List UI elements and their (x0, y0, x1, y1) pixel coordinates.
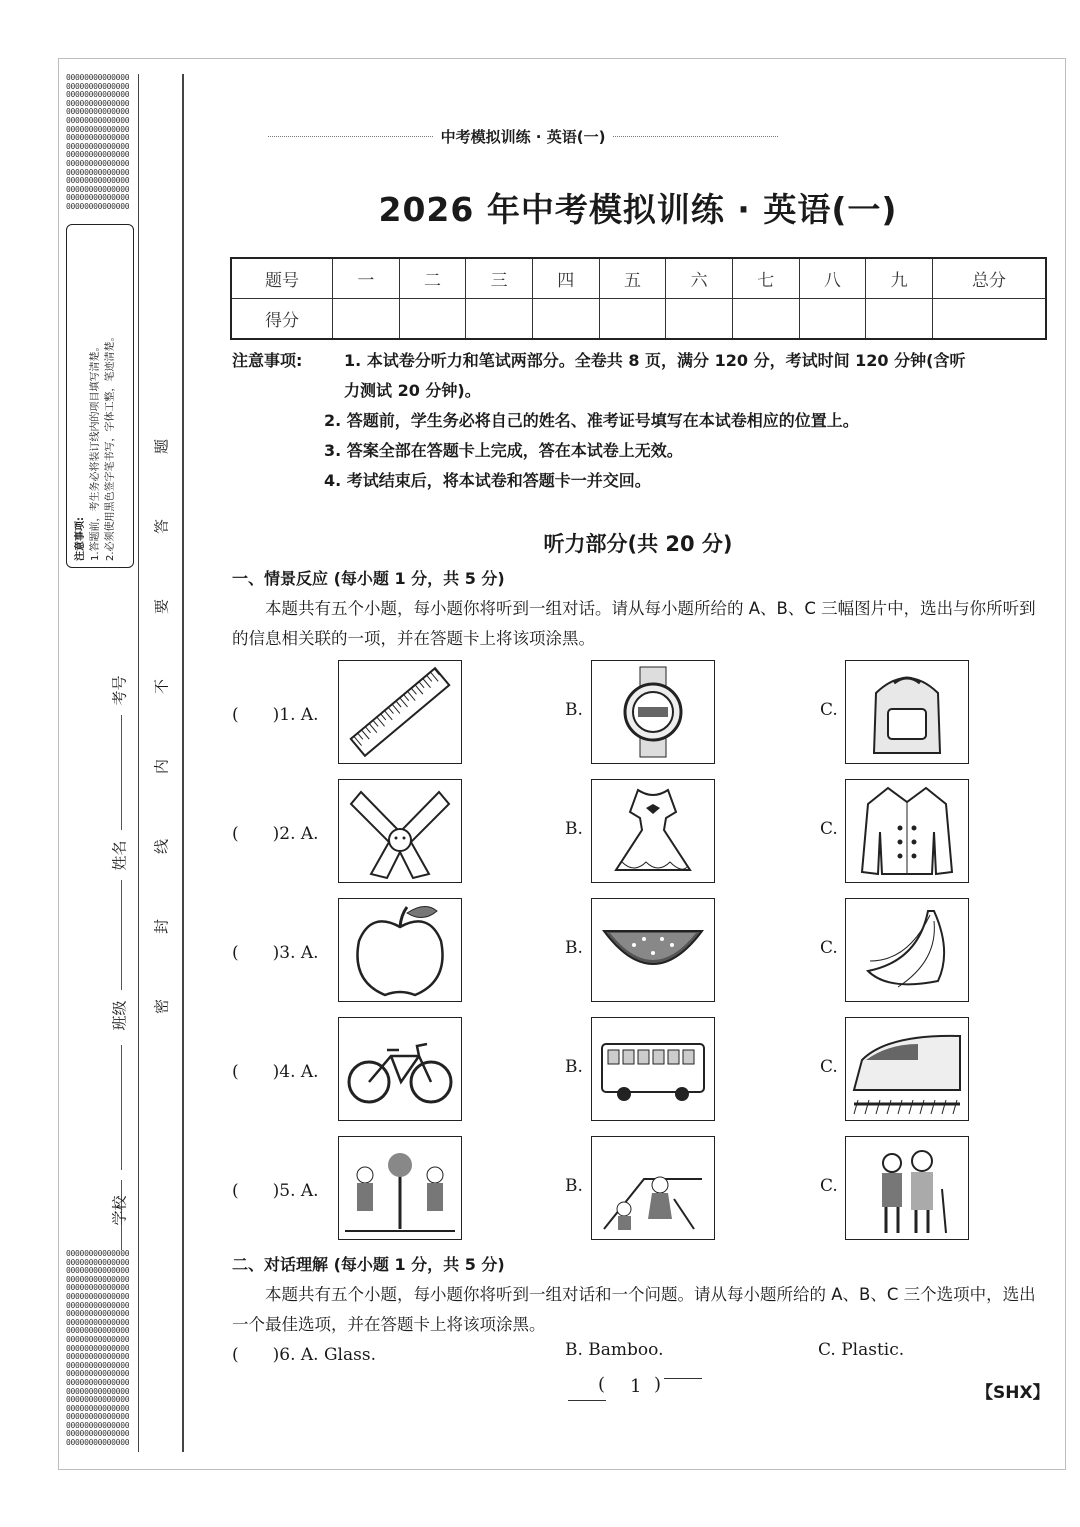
apple-icon (341, 901, 459, 999)
part1-heading: 一、情景反应 (每小题 1 分，共 5 分) (232, 569, 505, 588)
table-cell: 题号 (231, 258, 333, 299)
score-table-score-row (231, 299, 1046, 340)
score-input-cell[interactable] (333, 299, 400, 340)
table-cell: 四 (532, 258, 599, 299)
question-6-option-a[interactable]: ( )6. A. Glass. (232, 1345, 376, 1365)
score-input-cell[interactable] (532, 299, 599, 340)
seal-char: 题 (152, 439, 171, 455)
table-cell: 六 (666, 258, 733, 299)
watermelon-icon (594, 901, 712, 999)
note-1: 1. 本试卷分听力和笔试两部分。全卷共 8 页，满分 120 分，考试时间 120 分钟(含听 (344, 351, 966, 370)
option-b-label: B. (565, 1057, 583, 1077)
question-6-option-b[interactable]: B. Bamboo. (565, 1340, 664, 1360)
page-number-value: 1 (630, 1376, 642, 1397)
bicycle-icon (341, 1020, 459, 1118)
seal-char: 封 (152, 919, 171, 935)
bus-icon (594, 1020, 712, 1118)
question-2-label[interactable]: ( )2. A. (232, 824, 319, 844)
note-1-continued: 力测试 20 分钟)。 (344, 381, 481, 400)
bicycle-picture[interactable] (338, 1017, 462, 1121)
question-3-label[interactable]: ( )3. A. (232, 943, 319, 963)
cleaning-icon (594, 1139, 712, 1237)
watermelon-picture[interactable] (591, 898, 715, 1002)
planting-trees-picture[interactable] (338, 1136, 462, 1240)
note-2: 2. 答题前，学生务必将自己的姓名、准考证号填写在本试卷相应的位置上。 (324, 411, 859, 430)
helping-elderly-picture[interactable] (845, 1136, 969, 1240)
binding-notice-line1: 1.答题前，考生务必将装订线内的项目填写清楚。 (90, 341, 101, 561)
watch-picture[interactable] (591, 660, 715, 764)
helping-elderly-icon (848, 1139, 966, 1237)
option-b-label: B. (565, 819, 583, 839)
binding-notice-box (66, 224, 134, 568)
seal-char: 线 (152, 839, 171, 855)
question-6-option-c[interactable]: C. Plastic. (818, 1340, 905, 1360)
exam-number-field-line (121, 715, 122, 830)
score-input-cell[interactable] (399, 299, 466, 340)
part1-instructions: 本题共有五个小题，每小题你将听到一组对话。请从每小题所给的 A、B、C 三幅图片中，选出与你所听到的信息相关联的一项，并在答题卡上将该项涂黑。 (232, 599, 1036, 648)
seal-char: 内 (152, 759, 171, 775)
option-c-label: C. (820, 819, 838, 839)
option-c-label: C. (820, 1176, 838, 1196)
binding-notice-title: 注意事项: (75, 517, 86, 561)
question-1-label[interactable]: ( )1. A. (232, 705, 319, 725)
scarf-icon (341, 782, 459, 880)
part2-instructions: 本题共有五个小题，每小题你将听到一组对话和一个问题。请从每小题所给的 A、B、C 三个选项中，选出一个最佳选项，并在答题卡上将该项涂黑。 (232, 1285, 1036, 1334)
score-input-cell[interactable] (933, 299, 1047, 340)
exam-number-label: 考号 (110, 675, 129, 706)
page-title: 2026 年中考模拟训练 · 英语(一) (378, 190, 898, 229)
class-field-line (121, 1045, 122, 1170)
cleaning-picture[interactable] (591, 1136, 715, 1240)
dress-icon (594, 782, 712, 880)
question-4-label[interactable]: ( )4. A. (232, 1062, 319, 1082)
option-b-label: B. (565, 700, 583, 720)
option-c-label: C. (820, 938, 838, 958)
paper-code: 【SHX】 (976, 1383, 1050, 1403)
table-cell: 九 (866, 258, 933, 299)
binding-line (182, 74, 184, 1452)
score-input-cell[interactable] (866, 299, 933, 340)
banana-picture[interactable] (845, 898, 969, 1002)
school-label: 学校 (110, 1195, 129, 1226)
seal-char: 答 (152, 519, 171, 535)
backpack-icon (848, 663, 966, 761)
train-icon (848, 1020, 966, 1118)
coat-icon (848, 782, 966, 880)
coat-picture[interactable] (845, 779, 969, 883)
seal-char: 不 (152, 679, 171, 695)
running-head (268, 126, 778, 146)
score-input-cell[interactable] (732, 299, 799, 340)
note-4: 4. 考试结束后，将本试卷和答题卡一并交回。 (324, 471, 651, 490)
option-b-label: B. (565, 1176, 583, 1196)
table-cell: 得分 (231, 299, 333, 340)
option-b-label: B. (565, 938, 583, 958)
binding-line (138, 74, 139, 1452)
binding-notice-line2: 2.必须使用黑色签字笔书写，字体工整，笔迹清楚。 (105, 331, 116, 561)
score-input-cell[interactable] (666, 299, 733, 340)
ruler-icon (341, 663, 459, 761)
banana-icon (848, 901, 966, 999)
seal-char: 要 (152, 599, 171, 615)
name-label: 姓名 (110, 840, 129, 871)
apple-picture[interactable] (338, 898, 462, 1002)
seal-char: 密 (152, 999, 171, 1015)
notes-heading: 注意事项: (232, 351, 303, 370)
dress-picture[interactable] (591, 779, 715, 883)
binding-pattern-bottom: 00000000000000 00000000000000 00000000000000 00000000000000 00000000000000 00000000000000 00000000000000 00000000000000 00000000000000 00000000000000 00000000000000 00000000000000 00000000000000 00000000000000 00000000000000 00000000000000 00000000000000 00000000000000 00000000000000 00000000000000 00000000000000 00000000000000 00000000000000 (66, 1250, 130, 1448)
bus-picture[interactable] (591, 1017, 715, 1121)
score-input-cell[interactable] (599, 299, 666, 340)
question-5-label[interactable]: ( )5. A. (232, 1181, 319, 1201)
score-table-header-row (231, 258, 1046, 299)
running-head-text: 中考模拟训练 · 英语(一) (440, 127, 606, 146)
exam-notes (232, 346, 1052, 496)
listening-section-title: 听力部分(共 20 分) (543, 532, 733, 556)
ruler-picture[interactable] (338, 660, 462, 764)
class-label: 班级 (110, 1000, 129, 1031)
planting-trees-icon (341, 1139, 459, 1237)
score-input-cell[interactable] (466, 299, 533, 340)
scarf-picture[interactable] (338, 779, 462, 883)
table-cell: 七 (732, 258, 799, 299)
score-table (230, 257, 1047, 340)
option-c-label: C. (820, 700, 838, 720)
binding-pattern-top: 00000000000000 00000000000000 00000000000000 00000000000000 00000000000000 00000000000000 00000000000000 00000000000000 00000000000000 00000000000000 00000000000000 00000000000000 00000000000000 00000000000000 00000000000000 00000000000000 (66, 74, 130, 211)
table-cell: 三 (466, 258, 533, 299)
part2-heading: 二、对话理解 (每小题 1 分，共 5 分) (232, 1255, 505, 1274)
backpack-picture[interactable] (845, 660, 969, 764)
watch-icon (594, 663, 712, 761)
table-cell: 总分 (933, 258, 1047, 299)
note-3: 3. 答案全部在答题卡上完成，答在本试卷上无效。 (324, 441, 683, 460)
option-c-label: C. (820, 1057, 838, 1077)
score-input-cell[interactable] (799, 299, 866, 340)
table-cell: 八 (799, 258, 866, 299)
table-cell: 一 (333, 258, 400, 299)
table-cell: 五 (599, 258, 666, 299)
name-field-line (121, 880, 122, 990)
table-cell: 二 (399, 258, 466, 299)
train-picture[interactable] (845, 1017, 969, 1121)
